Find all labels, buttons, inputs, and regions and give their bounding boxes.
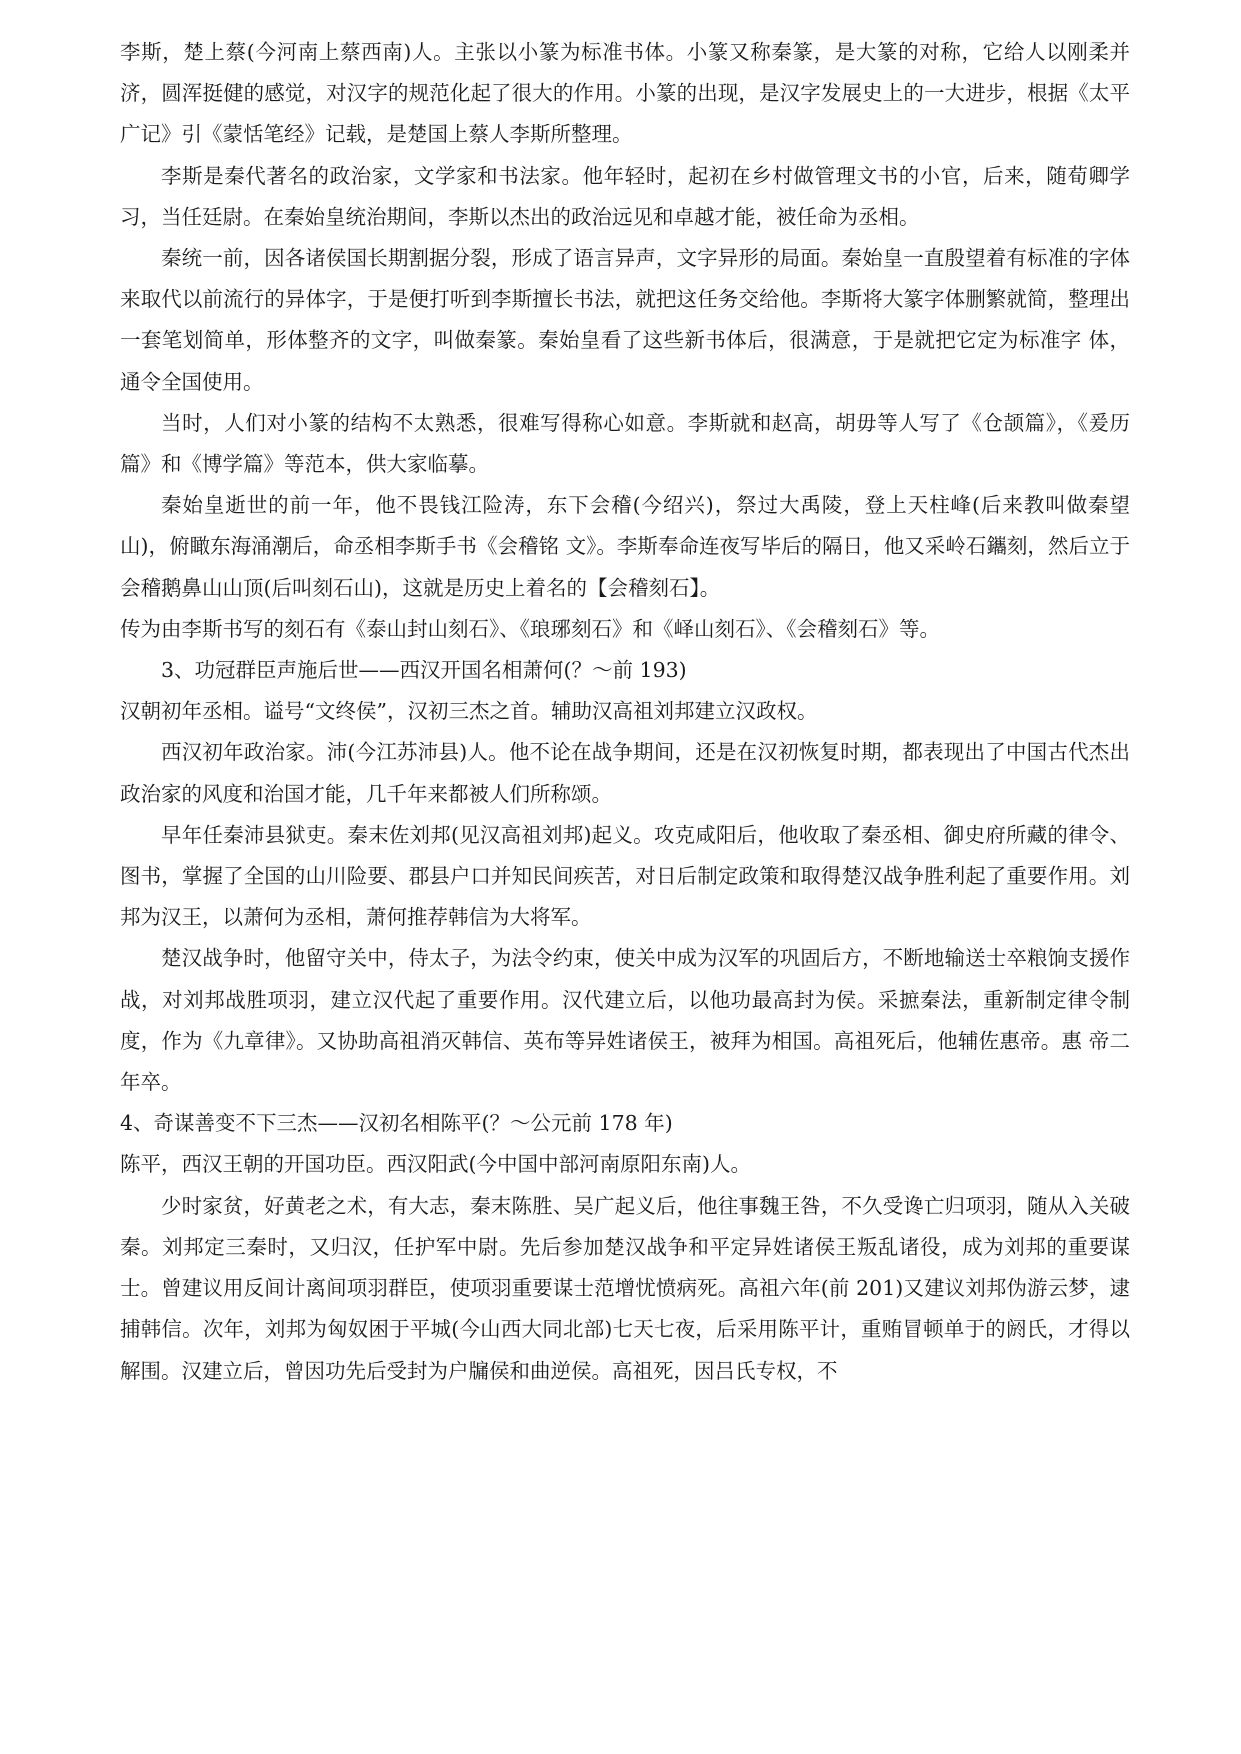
paragraph-stone-inscriptions: 传为由李斯书写的刻石有《泰山封山刻石》、《琅琊刻石》和《峄山刻石》、《会稽刻石》等。 bbox=[120, 616, 940, 641]
paragraph-xiao-he-early: 早年任秦沛县狱吏。秦末佐刘邦(见汉高祖刘邦)起义。攻克咸阳后，他收取了秦丞相、御史府所藏的律令、图书，掌握了全国的山川险要、郡县户口并知民间疾苦，对日后制定政策和取得楚汉战争胜利起了重要作用。刘邦为汉王，以萧何为丞相，萧何推荐韩信为大将军。 bbox=[120, 822, 1130, 930]
document-page bbox=[120, 32, 1130, 1392]
section-heading-xiao-he: 3、功冠群臣声施后世——西汉开国名相萧何(？～前 193) bbox=[161, 658, 687, 683]
paragraph-xiaozhuan-models: 当时，人们对小篆的结构不太熟悉，很难写得称心如意。李斯就和赵高，胡毋等人写了《仓颉篇》，《爰历篇》和《博学篇》等范本，供大家临摹。 bbox=[120, 410, 1130, 477]
paragraph-xiao-he-statesman: 西汉初年政治家。沛(今江苏沛县)人。他不论在战争期间，还是在汉初恢复时期，都表现出了中国古代杰出政治家的风度和治国才能，几千年来都被人们所称颂。 bbox=[120, 740, 1130, 806]
paragraph-qin-unification: 秦统一前，因各诸侯国长期割据分裂，形成了语言异声，文字异形的局面。秦始皇一直殷望着有标准的字体来取代以前流行的异体字，于是便打听到李斯擅长书法，就把这任务交给他。李斯将大篆字体删繁就简，整理出一套笔划简单，形体整齐的文字，叫做秦篆。秦始皇看了这些新书体后，很满意，于是就把它定为标准字 体，通令全国使用。 bbox=[120, 246, 1130, 394]
paragraph-kuaiji-inscription: 秦始皇逝世的前一年，他不畏钱江险涛，东下会稽(今绍兴)，祭过大禹陵，登上天柱峰(后来教叫做秦望山)，俯瞰东海涌潮后，命丞相李斯手书《会稽铭 文》。李斯奉命连夜写毕后的隔日，他又采岭石鑴刻，然后立于会稽鹅鼻山山顶(后叫刻石山)，这就是历史上着名的【会稽刻石】。 bbox=[120, 493, 1130, 600]
paragraph-xiao-he-summary: 汉朝初年丞相。谥号“文终侯”，汉初三杰之首。辅助汉高祖刘邦建立汉政权。 bbox=[120, 699, 818, 724]
paragraph-chen-ping-life: 少时家贫，好黄老之术，有大志，秦末陈胜、吴广起义后，他往事魏王咎，不久受谗亡归项羽，随从入关破秦。刘邦定三秦时，又归汉，任护军中尉。先后参加楚汉战争和平定异姓诸侯王叛乱诸役，成为刘邦的重要谋士。曾建议用反间计离间项羽群臣，使项羽重要谋士范增忧愤病死。高祖六年(前 201)又建议刘邦伪游云梦，逮捕韩信。次年，刘邦为匈奴困于平城(今山西大同北部)七天七夜，后采用陈平计，重贿冒顿单于的阏氏，才得以解围。汉建立后，曾因功先后受封为户牖侯和曲逆侯。高祖死，因吕氏专权，不 bbox=[120, 1193, 1130, 1383]
section-heading-chen-ping: 4、奇谋善变不下三杰——汉初名相陈平(？～公元前 178 年) bbox=[120, 1111, 673, 1136]
paragraph-chen-ping-summary: 陈平，西汉王朝的开国功臣。西汉阳武(今中国中部河南原阳东南)人。 bbox=[120, 1152, 751, 1177]
paragraph-xiao-he-chu-han-war: 楚汉战争时，他留守关中，侍太子，为法令约束，使关中成为汉军的巩固后方，不断地输送士卒粮饷支援作战，对刘邦战胜项羽，建立汉代起了重要作用。汉代建立后，以他功最高封为侯。采摭秦法，重新制定律令制度，作为《九章律》。又协助高祖消灭韩信、英布等异姓诸侯王，被拜为相国。高祖死后，他辅佐惠帝。惠 帝二年卒。 bbox=[120, 946, 1130, 1095]
paragraph-li-si-intro: 李斯，楚上蔡(今河南上蔡西南)人。主张以小篆为标准书体。小篆又称秦篆，是大篆的对称，它给人以刚柔并济，圆浑挺健的感觉，对汉字的规范化起了很大的作用。小篆的出现，是汉字发展史上的一大进步，根据《太平广记》引《蒙恬笔经》记载，是楚国上蔡人李斯所整理。 bbox=[120, 40, 1130, 147]
paragraph-li-si-career: 李斯是秦代著名的政治家，文学家和书法家。他年轻时，起初在乡村做管理文书的小官，后来，随荀卿学习，当任廷尉。在秦始皇统治期间，李斯以杰出的政治远见和卓越才能，被任命为丞相。 bbox=[120, 163, 1130, 229]
